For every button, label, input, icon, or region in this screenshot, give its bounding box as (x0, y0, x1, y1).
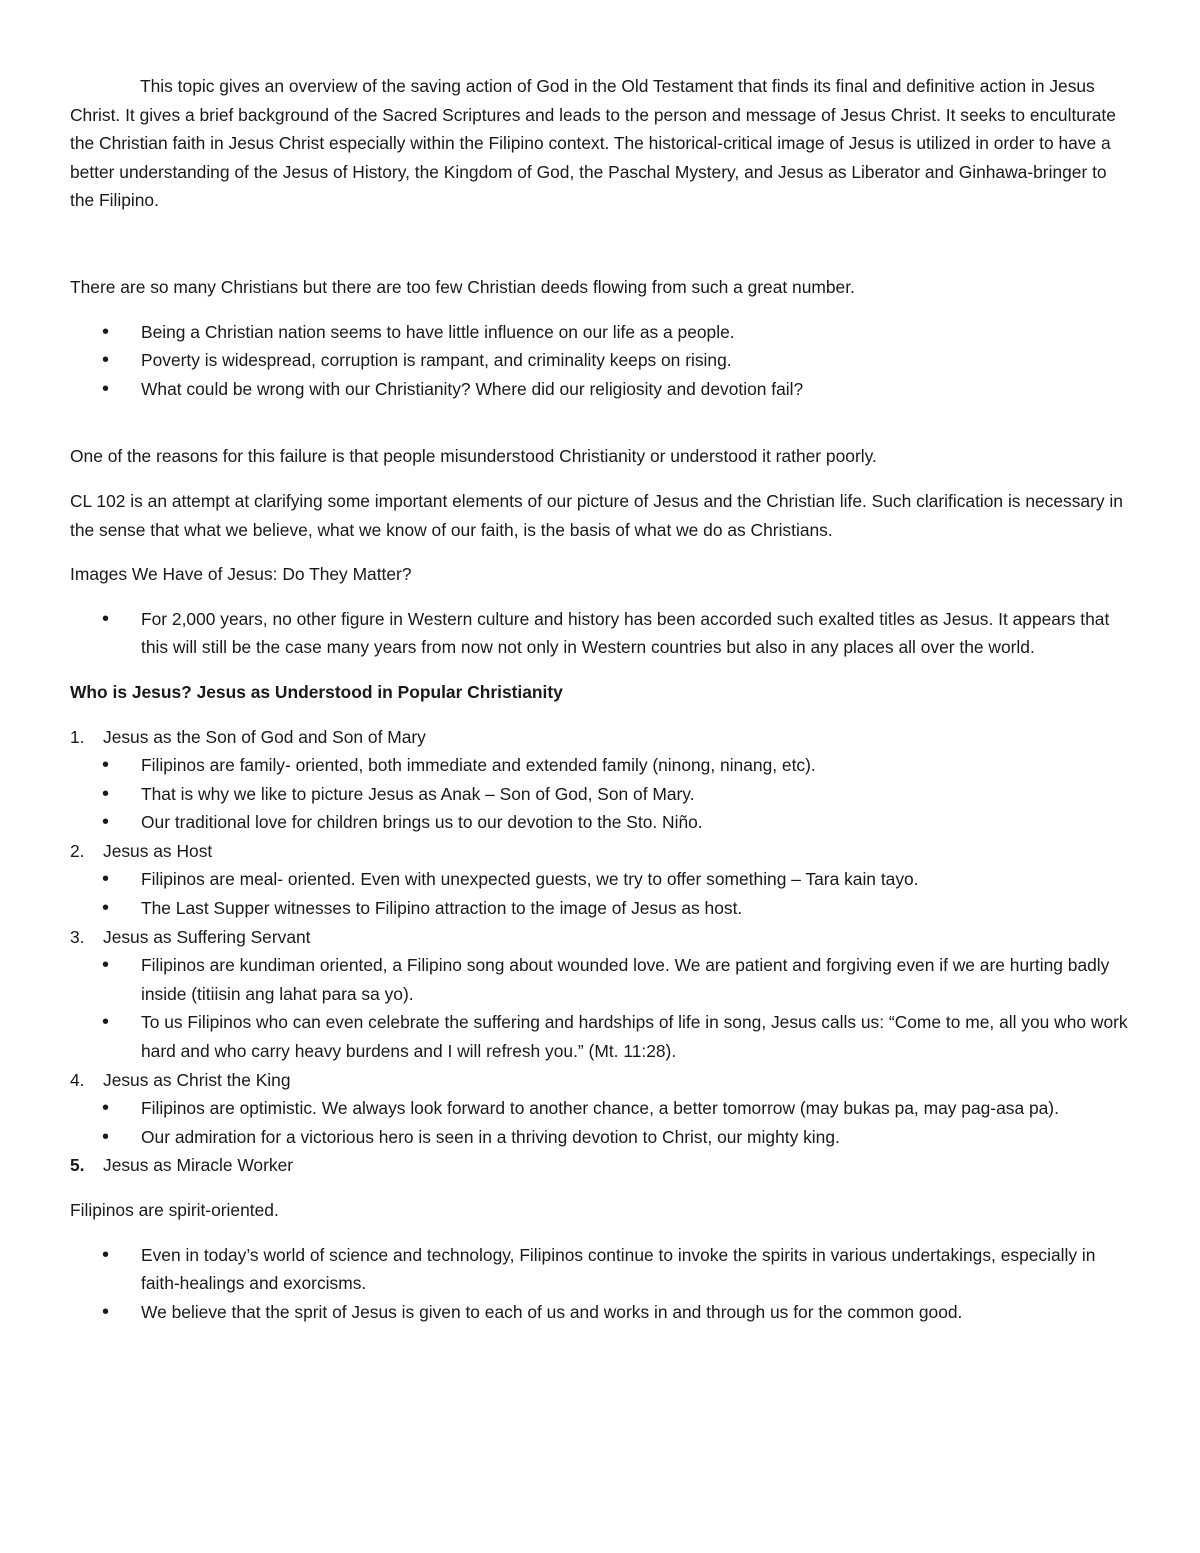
numbered-list (70, 723, 1130, 1181)
list-item: • Filipinos are family- oriented, both immediate and extended family (ninong, ninang, etc). (70, 751, 1130, 780)
problem-lead: There are so many Christians but there are too few Christian deeds flowing from such a great number. (70, 276, 855, 297)
numbered-item (70, 837, 1130, 866)
item-number: 2. (70, 840, 85, 861)
list-item: • For 2,000 years, no other figure in Western culture and history has been accorded such exalted titles as Jesus. It appears that this will still be the case many years from now not only in Western countries but also in any places all over the world. (70, 605, 1130, 662)
list-item: • Poverty is widespread, corruption is rampant, and criminality keeps on rising. (70, 346, 1130, 375)
list-item: • Filipinos are meal- oriented. Even with unexpected guests, we try to offer something – Tara kain tayo. (70, 865, 1130, 894)
sub-bullet-list (70, 1094, 1130, 1151)
item-number: 5. (70, 1155, 85, 1176)
spirit-bullet-list (70, 1241, 1130, 1327)
item-number: 3. (70, 926, 85, 947)
list-item: • What could be wrong with our Christianity? Where did our religiosity and devotion fail? (70, 375, 1130, 404)
list-item: • Our traditional love for children brings us to our devotion to the Sto. Niño. (70, 808, 1130, 837)
intro-paragraph: This topic gives an overview of the saving action of God in the Old Testament that finds its final and definitive action in Jesus Christ. It gives a brief background of the Sacred Scriptures and leads to the person and message of Jesus Christ. It seeks to enculturate the Christian faith in Jesus Christ especially within the Filipino context. The historical-critical image of Jesus is utilized in order to have a better understanding of the Jesus of History, the Kingdom of God, the Paschal Mystery, and Jesus as Liberator and Ginhawa-bringer to the Filipino. (70, 76, 1116, 211)
list-item: • Our admiration for a victorious hero is seen in a thriving devotion to Christ, our mighty king. (70, 1123, 1130, 1152)
numbered-item (70, 1151, 1130, 1180)
item-title: Jesus as Suffering Servant (103, 926, 311, 947)
document-page (70, 72, 1130, 1326)
problem-bullet-list (70, 318, 1130, 404)
list-item: • That is why we like to picture Jesus as Anak – Son of God, Son of Mary. (70, 780, 1130, 809)
spirit-lead: Filipinos are spirit-oriented. (70, 1200, 279, 1220)
list-item: • Filipinos are optimistic. We always look forward to another chance, a better tomorrow (may bukas pa, may pag-asa pa). (70, 1094, 1130, 1123)
sub-bullet-list (70, 951, 1130, 1065)
cl102-paragraph: CL 102 is an attempt at clarifying some important elements of our picture of Jesus and the Christian life. Such clarification is necessary in the sense that what we believe, what we know of our faith, is the basis of what we do as Christians. (70, 490, 1123, 540)
sub-bullet-list (70, 751, 1130, 837)
numbered-item (70, 923, 1130, 952)
list-item: • We believe that the sprit of Jesus is given to each of us and works in and through us for the common good. (70, 1298, 1130, 1327)
item-title: Jesus as Host (103, 840, 213, 861)
list-item: • Even in today’s world of science and technology, Filipinos continue to invoke the spirits in various undertakings, especially in faith-healings and exorcisms. (70, 1241, 1130, 1298)
images-heading: Images We Have of Jesus: Do They Matter? (70, 564, 412, 585)
list-item: • The Last Supper witnesses to Filipino attraction to the image of Jesus as host. (70, 894, 1130, 923)
who-heading: Who is Jesus? Jesus as Understood in Popular Christianity (70, 681, 563, 702)
list-item: • Being a Christian nation seems to have little influence on our life as a people. (70, 318, 1130, 347)
item-title: Jesus as Miracle Worker (103, 1155, 294, 1176)
item-number: 4. (70, 1069, 85, 1090)
item-title: Jesus as Christ the King (103, 1069, 291, 1090)
list-item: • To us Filipinos who can even celebrate the suffering and hardships of life in song, Jesus calls us: “Come to me, all you who work hard and who carry heavy burdens and I will refresh you.” (Mt. 11:28). (70, 1008, 1130, 1065)
item-title: Jesus as the Son of God and Son of Mary (103, 726, 426, 747)
reason-paragraph: One of the reasons for this failure is that people misunderstood Christianity or understood it rather poorly. (70, 446, 877, 467)
numbered-item (70, 723, 1130, 752)
images-bullet-list (70, 605, 1130, 662)
item-number: 1. (70, 726, 85, 747)
list-item: • Filipinos are kundiman oriented, a Filipino song about wounded love. We are patient and forgiving even if we are hurting badly inside (titiisin ang lahat para sa yo). (70, 951, 1130, 1008)
sub-bullet-list (70, 865, 1130, 922)
numbered-item (70, 1066, 1130, 1095)
